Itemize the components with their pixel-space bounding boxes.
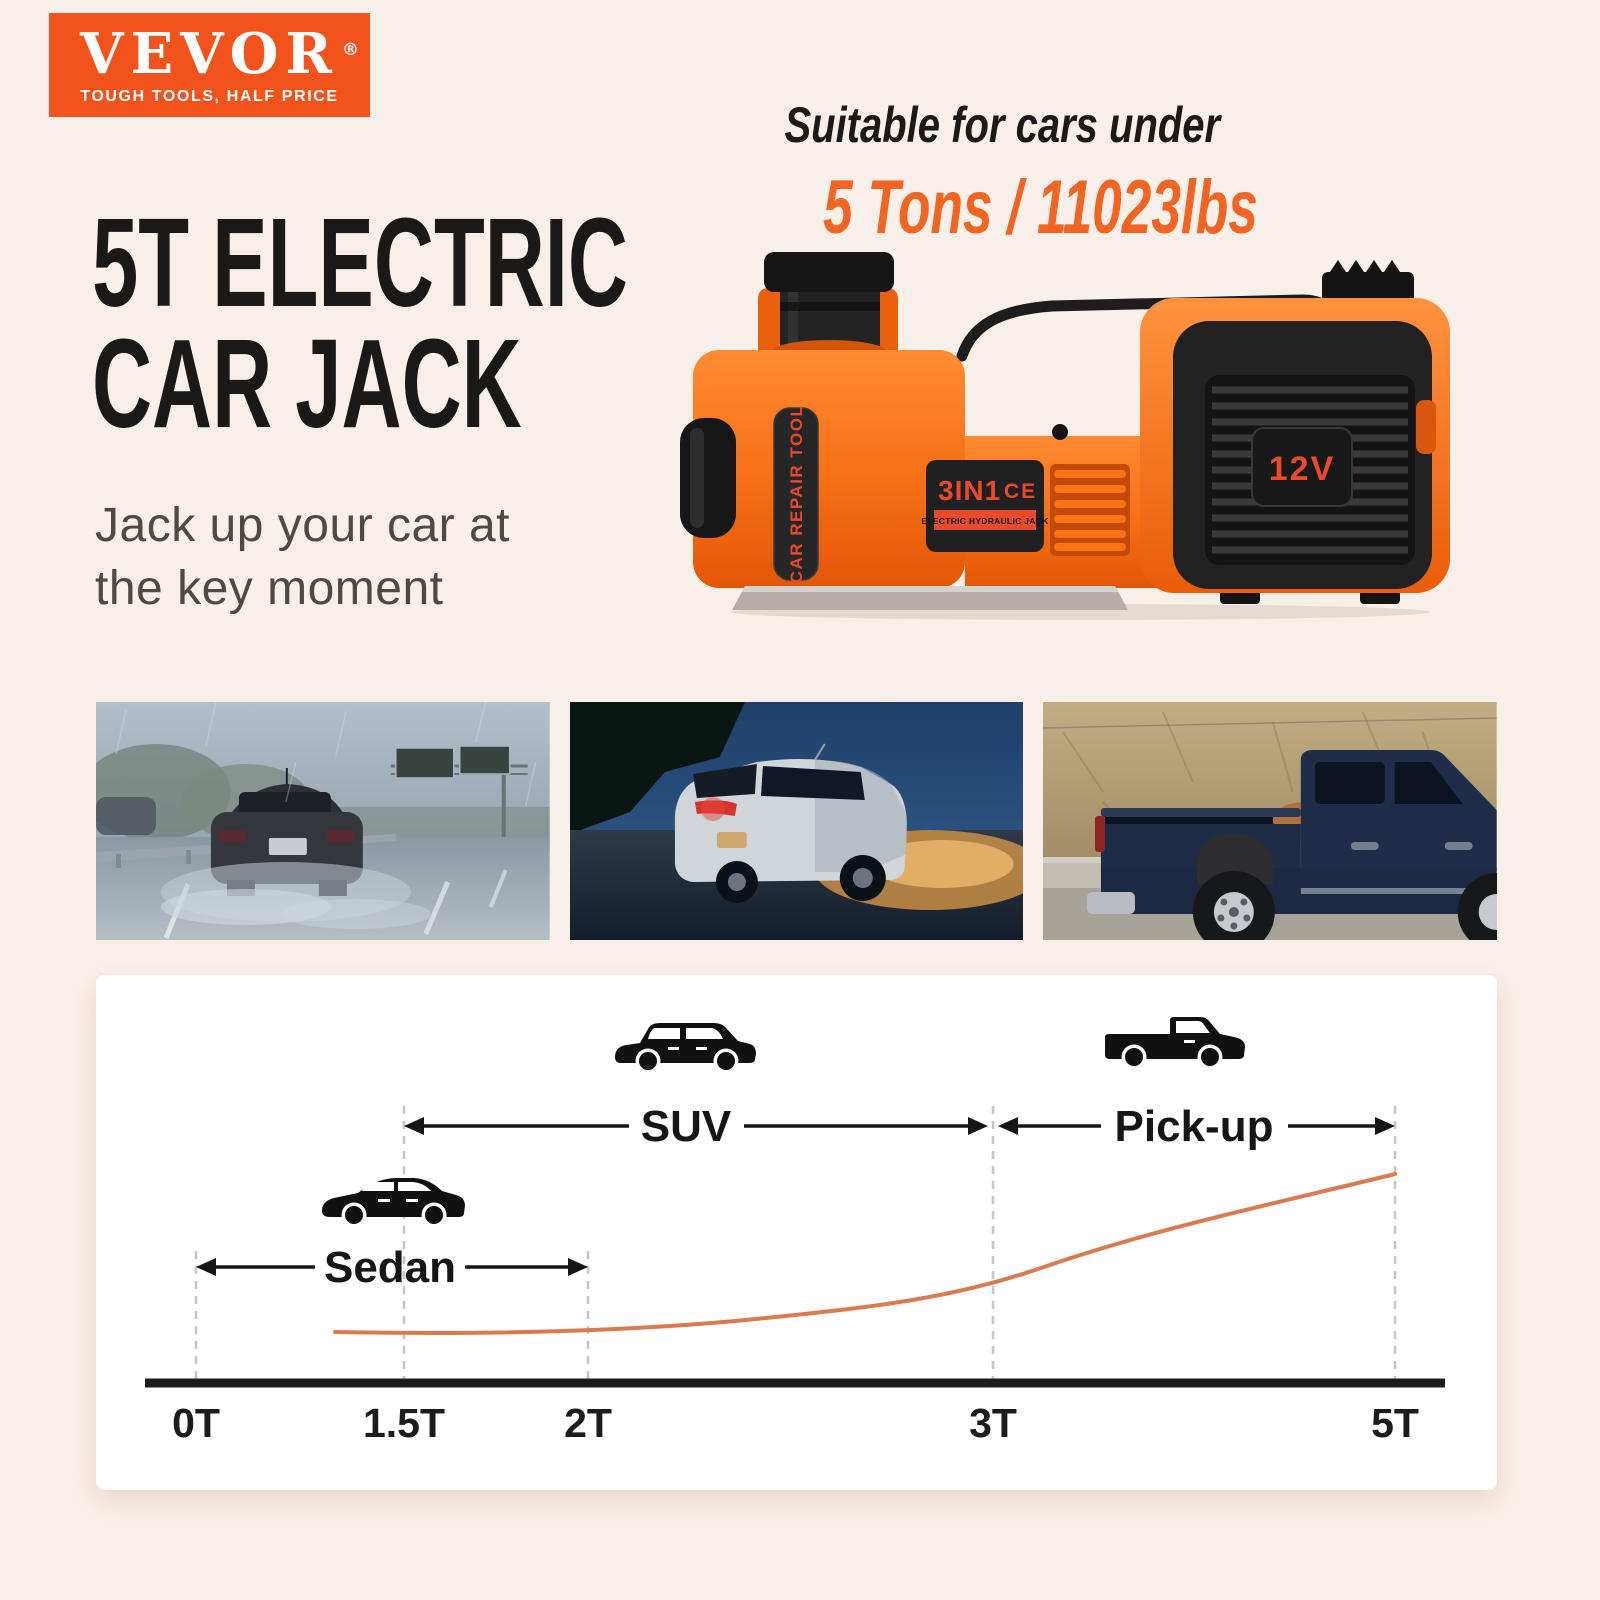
photo-suv-at-dusk [570,702,1024,940]
registered-mark: ® [341,39,359,60]
pump-knob [1322,260,1414,302]
page-subtitle [95,494,715,620]
sedan-range-label: Sedan [323,1243,457,1292]
stripe-label: ELECTRIC HYDRAULIC JACK [921,516,1049,526]
ce-mark: CE [1004,480,1038,503]
capacity-chart-card [96,975,1497,1490]
tick-5t: 5T [1371,1400,1419,1446]
latch [1416,400,1436,454]
pickup-icon [1105,1017,1245,1070]
capacity-chart [96,975,1497,1490]
tick-2t: 2T [564,1400,612,1446]
electric-jack-product-image [660,240,1520,632]
body-ribs [1050,464,1130,556]
capacity-claim [730,96,1258,251]
bolt [1052,424,1068,440]
lift-cup-shade [690,428,704,528]
suitable-line: Suitable for cars under [784,97,1221,153]
brand-tagline: TOUGH TOOLS, HALF PRICE [80,87,339,105]
motor-unit [1140,298,1450,604]
suv-icon [615,1023,756,1074]
axis-tick-labels [172,1400,1419,1446]
piston-highlight [788,286,798,346]
base-plate-highlight [742,586,1118,592]
capacity-line: 5 Tons / 11023lbs [823,165,1258,250]
photo-pickup-with-dog [1043,702,1497,940]
voltage-label: 12V [1268,450,1336,488]
brand-name: VEVOR ® [80,20,359,87]
photo-rainy-highway-sedan [96,702,550,940]
sedan-icon [322,1178,465,1228]
tick-3t: 3T [969,1400,1017,1446]
headline-line1: 5T ELECTRIC [92,192,628,333]
piston-cap [764,252,894,292]
headline-line2: CAR JACK [92,313,522,454]
suv-range-label: SUV [640,1102,732,1151]
subtitle-line2: the key moment [95,562,444,615]
svg-text:CAR REPAIR TOOL: CAR REPAIR TOOL [787,404,806,584]
mode-label: 3IN1 [938,475,1002,506]
tick-1-5t: 1.5T [362,1400,446,1446]
page-title [92,192,712,454]
side-label [774,405,818,584]
tick-0t: 0T [172,1400,220,1446]
vevor-logo [49,13,370,117]
piston-ring [780,302,880,311]
pickup-range-label: Pick-up [1114,1102,1274,1151]
photo-strip [96,702,1497,940]
lift-cup [680,418,736,538]
subtitle-line1: Jack up your car at [95,499,511,552]
load-curve [335,1174,1395,1333]
mode-panel [921,460,1049,552]
